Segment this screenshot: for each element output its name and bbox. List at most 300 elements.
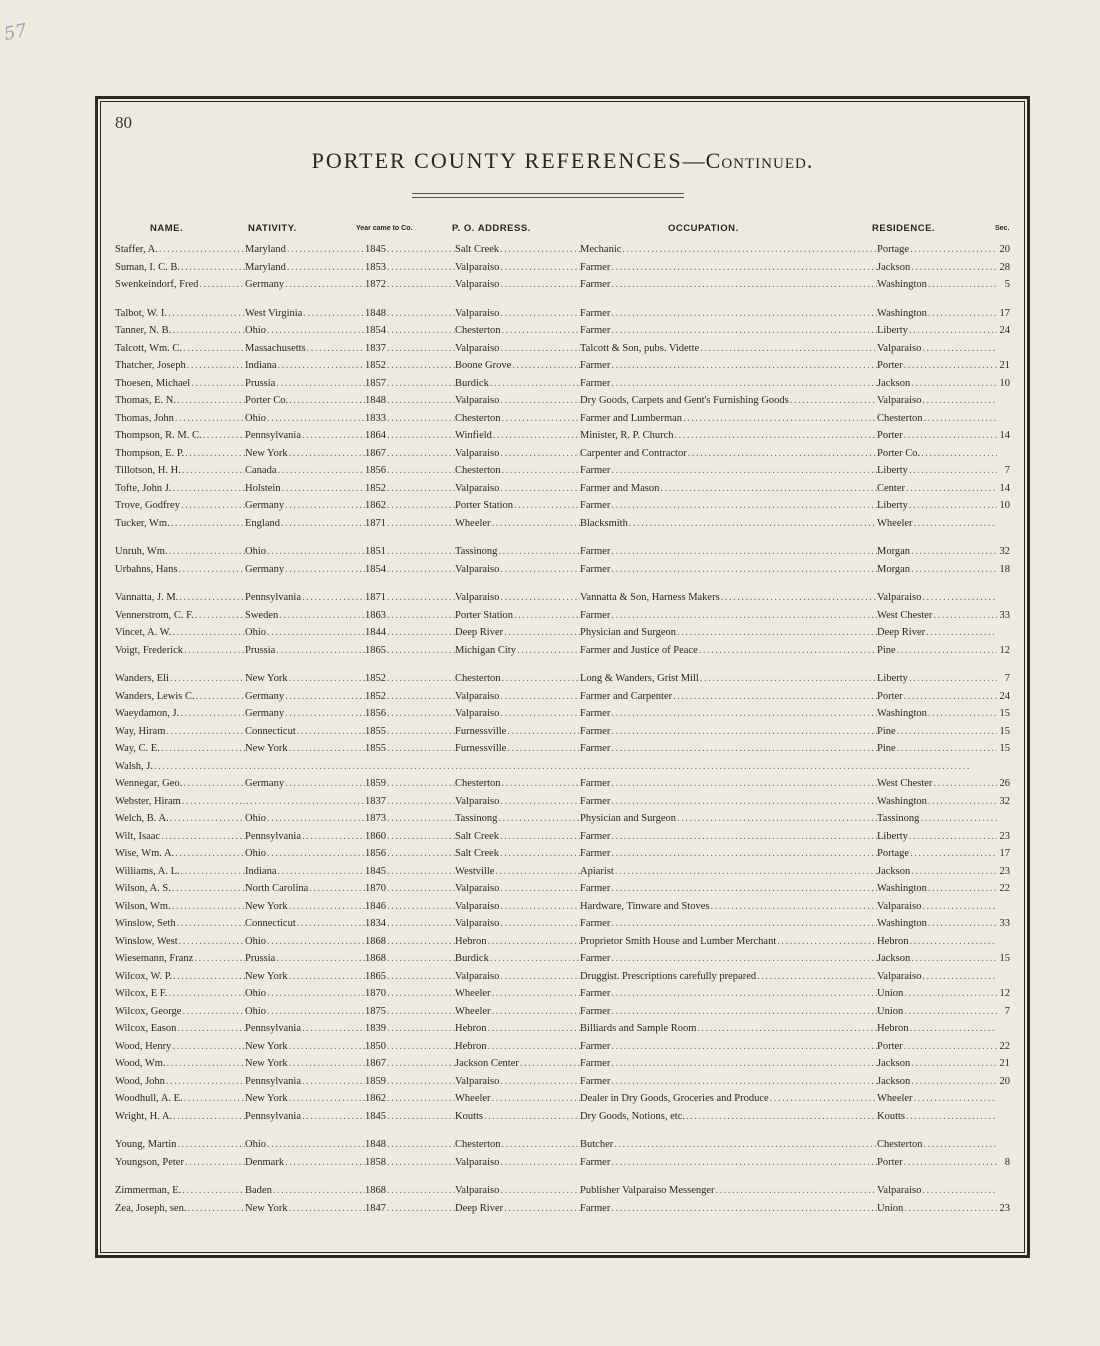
residence-text: Morgan (877, 563, 911, 575)
nativity-cell (245, 705, 365, 722)
year-cell (365, 898, 455, 915)
leader-dots (904, 427, 997, 444)
nativity-cell (245, 497, 365, 514)
leader-dots (514, 607, 580, 624)
section-cell (997, 480, 1011, 497)
residence-cell (877, 915, 997, 932)
leader-dots (387, 1055, 455, 1072)
occupation-text: Long & Wanders, Grist Mill (580, 673, 699, 684)
table-row (115, 775, 1011, 792)
nativity-text: Sweden (245, 609, 279, 621)
sec-text: 33 (999, 918, 1010, 929)
leader-dots (172, 1038, 245, 1055)
title-rule-top (412, 193, 684, 194)
sec-text (1010, 1182, 1011, 1199)
leader-dots (504, 624, 580, 641)
occupation-text: Physician and Surgeon (580, 627, 677, 638)
leader-dots (281, 515, 365, 532)
leader-dots (267, 543, 365, 560)
year-cell (365, 1073, 455, 1090)
year-text: 1846 (365, 900, 386, 912)
leader-dots (279, 607, 365, 624)
residence-cell (877, 276, 997, 293)
year-cell (365, 933, 455, 950)
leader-dots (195, 607, 245, 624)
name-text: Talcott, Wm. C. (115, 342, 183, 354)
year-cell (365, 543, 455, 560)
section-cell (997, 845, 1011, 862)
occupation-text: Farmer and Carpenter (580, 690, 673, 702)
nativity-text: Ohio (245, 988, 266, 999)
residence-text: Hebron (877, 935, 909, 947)
table-row (115, 1154, 1011, 1171)
name-cell (115, 462, 245, 479)
section-cell (997, 561, 1011, 578)
name-text: Wood, Wm. (115, 1058, 166, 1069)
leader-dots (307, 340, 365, 357)
year-text: 1853 (365, 261, 386, 273)
leader-dots (387, 561, 455, 578)
leader-dots (166, 723, 245, 740)
po-text: Valparaiso (455, 261, 500, 273)
residence-text: Porter (877, 1040, 903, 1052)
section-cell (997, 241, 1011, 258)
nativity-text: Connecticut (245, 918, 296, 929)
leader-dots (387, 688, 455, 705)
leader-dots (700, 340, 877, 357)
year-text: 1865 (365, 970, 386, 982)
section-cell (997, 497, 1011, 514)
nativity-cell (245, 322, 365, 339)
section-cell (997, 259, 1011, 276)
occupation-text: Farmer (580, 778, 611, 789)
occupation-cell (580, 515, 877, 532)
residence-text: Jackson (877, 377, 911, 389)
po-text: Hebron (455, 1040, 487, 1052)
leader-dots (267, 845, 365, 862)
occupation-text: Farmer (580, 563, 611, 575)
sec-text: 15 (999, 708, 1010, 719)
occupation-text: Farmer (580, 795, 611, 807)
leader-dots (168, 305, 245, 322)
leader-dots (673, 688, 877, 705)
nativity-text: Prussia (245, 644, 276, 656)
occupation-cell (580, 898, 877, 915)
leader-dots (922, 340, 997, 357)
nativity-text: Denmark (245, 1156, 285, 1168)
leader-dots (172, 880, 245, 897)
nativity-cell (245, 1038, 365, 1055)
leader-dots (611, 705, 877, 722)
residence-text: Washington (877, 795, 927, 807)
leader-dots (172, 624, 245, 641)
leader-dots (911, 259, 997, 276)
residence-text: Valparaiso (877, 342, 922, 354)
occupation-cell (580, 607, 877, 624)
name-text: Vennerstrom, C. F. (115, 609, 194, 621)
name-cell (115, 758, 245, 775)
leader-dots (387, 915, 455, 932)
leader-dots (611, 1003, 877, 1020)
residence-cell (877, 670, 997, 687)
year-cell (365, 775, 455, 792)
po-text: Boone Grove (455, 360, 512, 371)
nativity-text: Ohio (245, 813, 266, 824)
leader-dots (178, 561, 245, 578)
occupation-cell (580, 705, 877, 722)
po-text: Chesterton (455, 325, 501, 336)
po-text: Westville (455, 865, 495, 877)
po-text: Hebron (455, 1023, 487, 1034)
leader-dots (387, 543, 455, 560)
residence-cell (877, 543, 997, 560)
residence-text: Tassinong (877, 813, 920, 824)
residence-text: Washington (877, 708, 927, 719)
name-cell (115, 1182, 245, 1199)
section-cell (997, 723, 1011, 740)
section-cell (997, 375, 1011, 392)
header-sec: Sec. (995, 225, 1010, 232)
sec-text: 23 (999, 865, 1010, 877)
name-cell (115, 1055, 245, 1072)
leader-dots (488, 1038, 581, 1055)
occupation-cell (580, 1003, 877, 1020)
nativity-text: New York (245, 673, 288, 684)
leader-dots (492, 515, 580, 532)
leader-dots (502, 462, 581, 479)
year-cell (365, 322, 455, 339)
nativity-cell (245, 340, 365, 357)
leader-dots (909, 497, 997, 514)
section-cell (997, 740, 1011, 757)
leader-dots (172, 322, 245, 339)
leader-dots (770, 1090, 877, 1107)
table-row (115, 561, 1011, 578)
po-text: Salt Creek (455, 848, 500, 859)
year-text: 1858 (365, 1156, 386, 1168)
residence-cell (877, 305, 997, 322)
leader-dots (297, 915, 365, 932)
occupation-text: Farmer (580, 743, 611, 754)
po-address-cell (455, 845, 580, 862)
section-cell (997, 1136, 1011, 1153)
leader-dots (910, 845, 997, 862)
table-row (115, 723, 1011, 740)
table-row (115, 322, 1011, 339)
occupation-text: Farmer (580, 988, 611, 999)
name-cell (115, 241, 245, 258)
nativity-cell (245, 828, 365, 845)
residence-text: Portage (877, 848, 910, 859)
leader-dots (514, 497, 580, 514)
year-text: 1868 (365, 953, 386, 964)
name-cell (115, 642, 245, 659)
year-cell (365, 1090, 455, 1107)
leader-dots (387, 322, 455, 339)
nativity-cell (245, 775, 365, 792)
nativity-text: Ohio (245, 1005, 266, 1017)
leader-dots (928, 276, 997, 293)
year-cell (365, 480, 455, 497)
section-cell (997, 793, 1011, 810)
year-text: 1848 (365, 395, 386, 406)
name-cell (115, 950, 245, 967)
section-cell (997, 1154, 1011, 1171)
occupation-text: Vannatta & Son, Harness Makers (580, 592, 720, 603)
po-text: Tassinong (455, 546, 498, 557)
po-text: Furnessville (455, 725, 507, 737)
occupation-cell (580, 305, 877, 322)
name-cell (115, 427, 245, 444)
leader-dots (909, 828, 997, 845)
leader-dots (611, 259, 877, 276)
residence-cell (877, 340, 997, 357)
name-text: Vannatta, J. M. (115, 592, 179, 603)
table-row (115, 607, 1011, 624)
table-row (115, 828, 1011, 845)
nativity-text: Pennsylvania (245, 592, 301, 603)
nativity-text: North Carolina (245, 883, 309, 894)
leader-dots (173, 968, 245, 985)
leader-dots (500, 276, 580, 293)
leader-dots (507, 740, 580, 757)
leader-dots (267, 985, 365, 1002)
residence-cell (877, 410, 997, 427)
name-text: Zea, Joseph, sen. (115, 1202, 187, 1214)
leader-dots (909, 322, 997, 339)
leader-dots (500, 241, 580, 258)
po-address-cell (455, 705, 580, 722)
sec-text (1010, 1020, 1011, 1037)
table-row (115, 1038, 1011, 1055)
nativity-text: New York (245, 1202, 288, 1214)
section-cell (997, 933, 1011, 950)
table-row (115, 445, 1011, 462)
po-address-cell (455, 1154, 580, 1171)
leader-dots (302, 427, 365, 444)
year-text: 1871 (365, 517, 386, 529)
name-cell (115, 845, 245, 862)
residence-text: Washington (877, 307, 927, 319)
leader-dots (278, 462, 366, 479)
leader-dots (302, 589, 365, 606)
occupation-cell (580, 543, 877, 560)
po-text: Salt Creek (455, 830, 500, 842)
po-text: Wheeler (455, 1005, 491, 1017)
year-text: 1848 (365, 307, 386, 319)
leader-dots (302, 1108, 365, 1125)
name-text: Way, C. E. (115, 743, 160, 754)
nativity-text: New York (245, 900, 288, 912)
sec-text: 32 (999, 546, 1010, 557)
leader-dots (387, 515, 455, 532)
section-cell (997, 863, 1011, 880)
section-cell (997, 642, 1011, 659)
residence-cell (877, 427, 997, 444)
leader-dots (910, 1020, 998, 1037)
leader-dots (500, 480, 580, 497)
name-text: Thompson, E. P. (115, 447, 185, 459)
leader-dots (920, 810, 997, 827)
occupation-text: Farmer (580, 883, 611, 894)
section-cell (997, 392, 1011, 409)
residence-cell (877, 642, 997, 659)
section-cell (997, 427, 1011, 444)
table-row (115, 845, 1011, 862)
leader-dots (911, 375, 997, 392)
residence-cell (877, 793, 997, 810)
leader-dots (493, 427, 580, 444)
occupation-cell (580, 670, 877, 687)
po-text: Burdick (455, 377, 489, 389)
occupation-text: Farmer (580, 830, 611, 842)
leader-dots (500, 1182, 580, 1199)
section-cell (997, 305, 1011, 322)
table-row (115, 497, 1011, 514)
year-cell (365, 1003, 455, 1020)
residence-cell (877, 1020, 997, 1037)
section-cell (997, 985, 1011, 1002)
name-text: Tillotson, H. H. (115, 465, 181, 476)
name-text: Trove, Godfrey (115, 500, 180, 511)
residence-cell (877, 723, 997, 740)
nativity-cell (245, 462, 365, 479)
nativity-cell (245, 670, 365, 687)
leader-dots (500, 561, 580, 578)
name-cell (115, 1003, 245, 1020)
nativity-text: Pennsylvania (245, 430, 301, 441)
year-cell (365, 515, 455, 532)
section-cell (997, 775, 1011, 792)
leader-dots (500, 705, 580, 722)
table-row (115, 1108, 1011, 1125)
nativity-cell (245, 688, 365, 705)
leader-dots (278, 863, 366, 880)
section-cell (997, 1055, 1011, 1072)
occupation-text: Mechanic (580, 244, 622, 255)
residence-cell (877, 241, 997, 258)
name-cell (115, 723, 245, 740)
nativity-cell (245, 1136, 365, 1153)
year-text: 1870 (365, 988, 386, 999)
residence-cell (877, 933, 997, 950)
residence-text: Porter (877, 360, 903, 371)
po-address-cell (455, 607, 580, 624)
nativity-cell (245, 375, 365, 392)
occupation-text: Farmer (580, 1040, 611, 1052)
leader-dots (512, 357, 580, 374)
po-text: Valparaiso (455, 708, 500, 719)
year-cell (365, 828, 455, 845)
leader-dots (909, 670, 997, 687)
sec-text (1010, 1108, 1011, 1125)
nativity-cell (245, 880, 365, 897)
sec-text (1010, 810, 1011, 827)
occupation-text: Physician and Surgeon (580, 813, 677, 824)
nativity-text: Prussia (245, 377, 276, 389)
section-cell (997, 515, 1011, 532)
year-text: 1848 (365, 1139, 386, 1150)
section-cell (997, 1073, 1011, 1090)
year-text: 1867 (365, 1058, 386, 1069)
leader-dots (267, 1003, 365, 1020)
name-cell (115, 793, 245, 810)
sec-text: 15 (999, 743, 1010, 754)
leader-dots (922, 589, 997, 606)
residence-cell (877, 705, 997, 722)
leader-dots (187, 1200, 245, 1217)
name-cell (115, 1038, 245, 1055)
leader-dots (166, 1073, 245, 1090)
year-cell (365, 1182, 455, 1199)
occupation-text: Proprietor Smith House and Lumber Merchant (580, 935, 777, 947)
year-cell (365, 410, 455, 427)
year-cell (365, 340, 455, 357)
name-cell (115, 740, 245, 757)
table-row (115, 793, 1011, 810)
leader-dots (273, 1182, 365, 1199)
nativity-cell (245, 259, 365, 276)
leader-dots (611, 497, 877, 514)
leader-dots (490, 375, 580, 392)
sec-text (1010, 340, 1011, 357)
leader-dots (267, 410, 365, 427)
leader-dots (387, 480, 455, 497)
occupation-text: Farmer (580, 500, 611, 511)
nativity-text: Ohio (245, 1139, 266, 1150)
nativity-cell (245, 561, 365, 578)
leader-dots (387, 775, 455, 792)
leader-dots (914, 1090, 997, 1107)
leader-dots (910, 933, 998, 950)
sec-text: 12 (999, 988, 1010, 999)
leader-dots (387, 1108, 455, 1125)
po-text: Valparaiso (455, 883, 500, 894)
year-cell (365, 810, 455, 827)
residence-text: Washington (877, 279, 927, 290)
po-text: Valparaiso (455, 690, 500, 702)
occupation-cell (580, 589, 877, 606)
leader-dots (611, 1038, 877, 1055)
year-cell (365, 985, 455, 1002)
residence-text: Union (877, 1202, 904, 1214)
year-text: 1854 (365, 563, 386, 575)
occupation-cell (580, 241, 877, 258)
residence-cell (877, 375, 997, 392)
year-cell (365, 950, 455, 967)
po-text: Koutts (455, 1110, 484, 1122)
occupation-cell (580, 915, 877, 932)
leader-dots (611, 880, 877, 897)
occupation-text: Druggist. Prescriptions carefully prepared (580, 970, 757, 982)
residence-text: Chesterton (877, 1139, 923, 1150)
table-row (115, 642, 1011, 659)
po-text: Valparaiso (455, 918, 500, 929)
occupation-cell (580, 1108, 877, 1125)
occupation-text: Farmer (580, 1058, 611, 1069)
leader-dots (924, 1136, 998, 1153)
po-address-cell (455, 688, 580, 705)
leader-dots (303, 305, 365, 322)
name-text: Wilt, Isaac (115, 830, 161, 842)
name-text: Wanders, Eli (115, 673, 169, 684)
leader-dots (179, 589, 245, 606)
leader-dots (185, 1154, 245, 1171)
header-nativity: NATIVITY. (248, 223, 297, 234)
name-text: Winslow, Seth (115, 918, 176, 929)
name-text: Staffer, A. (115, 244, 158, 255)
nativity-text: Maryland (245, 244, 286, 255)
